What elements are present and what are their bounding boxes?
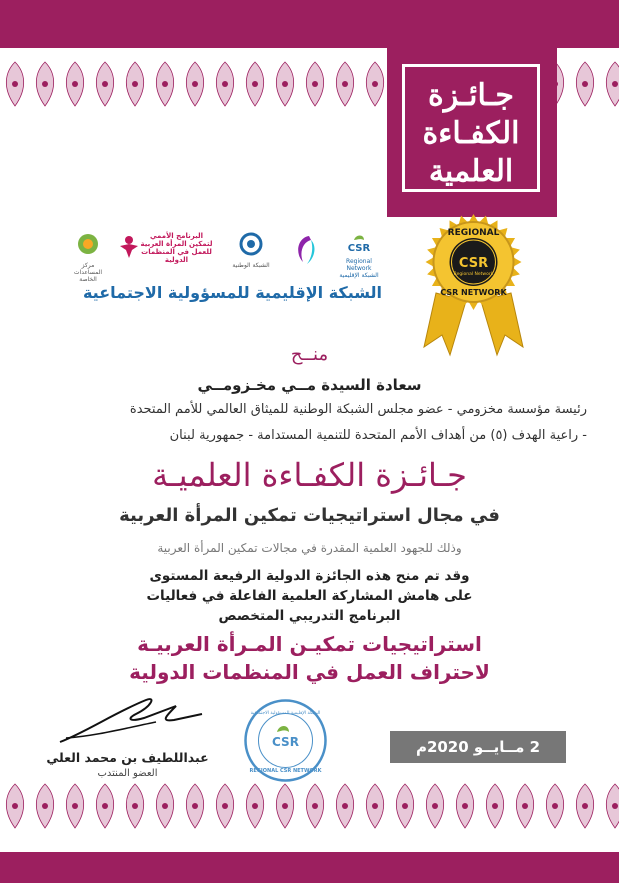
logo-caption: البرنامج الأممي لتمكين المرأة العربية للعمل في المنظمات الدولية	[140, 232, 213, 264]
stamp-center-text: CSR	[272, 735, 299, 749]
recipient-name: سعادة السيدة مــي مخـزومــي	[197, 376, 422, 394]
award-title-line: جـائـزة	[428, 78, 514, 113]
ornamental-frieze-bottom	[0, 780, 619, 832]
award-title-line: الكفـاءة	[422, 116, 520, 151]
recipient-title-line: - راعية الهدف (٥) من أهداف الأمم المتحدة للتنمية المستدامة - جمهورية لبنان	[169, 428, 587, 443]
ornament-motif	[186, 62, 203, 106]
ornament-motif	[96, 62, 113, 106]
award-name-heading: جـائـزة الكفـاءة العلميـة	[152, 456, 467, 494]
award-paragraph-line: وقد تم منح هذه الجائزة الدولية الرفيعة المستوى	[149, 568, 470, 584]
recipient-title-line: رئيسة مؤسسة مخزومي - عضو مجلس الشبكة الوطنية للميثاق العالمي للأمم المتحدة	[129, 402, 587, 417]
ornament-motif	[216, 784, 233, 828]
stamp-bottom-text: REGIONAL CSR NETWORK	[249, 768, 322, 774]
ornament-motif	[156, 784, 173, 828]
granted-label: منــح	[290, 344, 329, 365]
ornament-motif	[336, 784, 353, 828]
ornament-motif	[6, 62, 23, 106]
woman-profile-logo-icon	[289, 232, 323, 270]
ornament-motif	[366, 62, 383, 106]
csr-network-stamp	[243, 698, 328, 783]
logo-csr-network-small	[338, 232, 380, 279]
ornament-motif	[606, 62, 619, 106]
logo-caption: مركز المساعدات الخاصة	[73, 262, 103, 283]
ornament-motif	[276, 62, 293, 106]
seal-top-text: REGIONAL	[447, 228, 500, 238]
ornament-motif	[66, 62, 83, 106]
ornament-motif	[126, 62, 143, 106]
ornament-motif	[576, 784, 593, 828]
handwritten-signature	[56, 692, 206, 747]
ornament-motif	[36, 62, 53, 106]
ornament-motif	[216, 62, 233, 106]
logo-un-women-program	[118, 232, 213, 270]
ornament-motif	[366, 784, 383, 828]
program-title-line: لاحتراف العمل في المنظمات الدولية	[129, 660, 490, 684]
ornament-motif	[36, 784, 53, 828]
ornament-motif	[276, 784, 293, 828]
ornament-motif	[576, 62, 593, 106]
ornament-motif	[96, 784, 113, 828]
ornament-motif	[246, 62, 263, 106]
signer-role: العضو المنتدب	[97, 768, 158, 779]
ornament-motif	[186, 784, 203, 828]
seal-small-text: Regional Network	[453, 272, 494, 277]
star-person-logo-icon	[118, 232, 140, 258]
logo-caption: الشبكة الوطنية	[232, 262, 270, 269]
ornament-motif	[126, 784, 143, 828]
ornament-motif	[516, 784, 533, 828]
award-title-line: العلمية	[428, 154, 514, 189]
program-title-line: استراتيجيات تمكيـن المـرأة العربيـة	[137, 632, 482, 656]
network-name: الشبكة الإقليمية للمسؤولية الاجتماعية	[82, 283, 382, 302]
signer-name: عبداللطيف بن محمد العلي	[46, 750, 209, 765]
ornament-motif	[306, 784, 323, 828]
seal-center-text: CSR	[458, 256, 489, 271]
award-date: 2 مــايــو 2020م	[390, 731, 566, 763]
efforts-line: وذلك للجهود العلمية المقدرة في مجالات تمكين المرأة العربية	[157, 541, 462, 555]
ornament-motif	[156, 62, 173, 106]
svg-text:CSR: CSR	[347, 243, 371, 254]
ornament-motif	[246, 784, 263, 828]
ornament-motif	[546, 784, 563, 828]
seal-bottom-text: CSR NETWORK	[440, 288, 507, 297]
ornament-motif	[336, 62, 353, 106]
ornament-motif	[426, 784, 443, 828]
ornament-motif	[606, 784, 619, 828]
stamp-outer-text: الشبكة الإقليمية للمسؤولية الاجتماعية	[250, 711, 321, 716]
award-paragraph-line: البرنامج التدريبي المتخصص	[218, 608, 401, 624]
bottom-brand-bar	[0, 852, 619, 883]
logo-arab-women-org	[70, 232, 106, 283]
award-field-line: في مجال استراتيجيات تمكين المرأة العربية	[119, 505, 500, 526]
ornament-motif	[456, 784, 473, 828]
logo-woman-profile	[289, 232, 323, 270]
green-globe-logo-icon	[70, 232, 106, 258]
ornament-motif	[396, 784, 413, 828]
award-title-box	[402, 64, 540, 192]
logo-sdg-network	[232, 232, 270, 270]
ornament-motif	[306, 62, 323, 106]
ornament-motif	[66, 784, 83, 828]
csr-leaf-logo-icon	[338, 232, 380, 254]
ornament-motif	[6, 784, 23, 828]
ornament-motif	[486, 784, 503, 828]
circle-arrows-logo-icon	[232, 232, 270, 258]
logo-caption: Regional Network الشبكة الإقليمية	[339, 258, 379, 279]
award-paragraph-line: على هامش المشاركة العلمية الفاعلة في فعاليات	[146, 588, 473, 604]
